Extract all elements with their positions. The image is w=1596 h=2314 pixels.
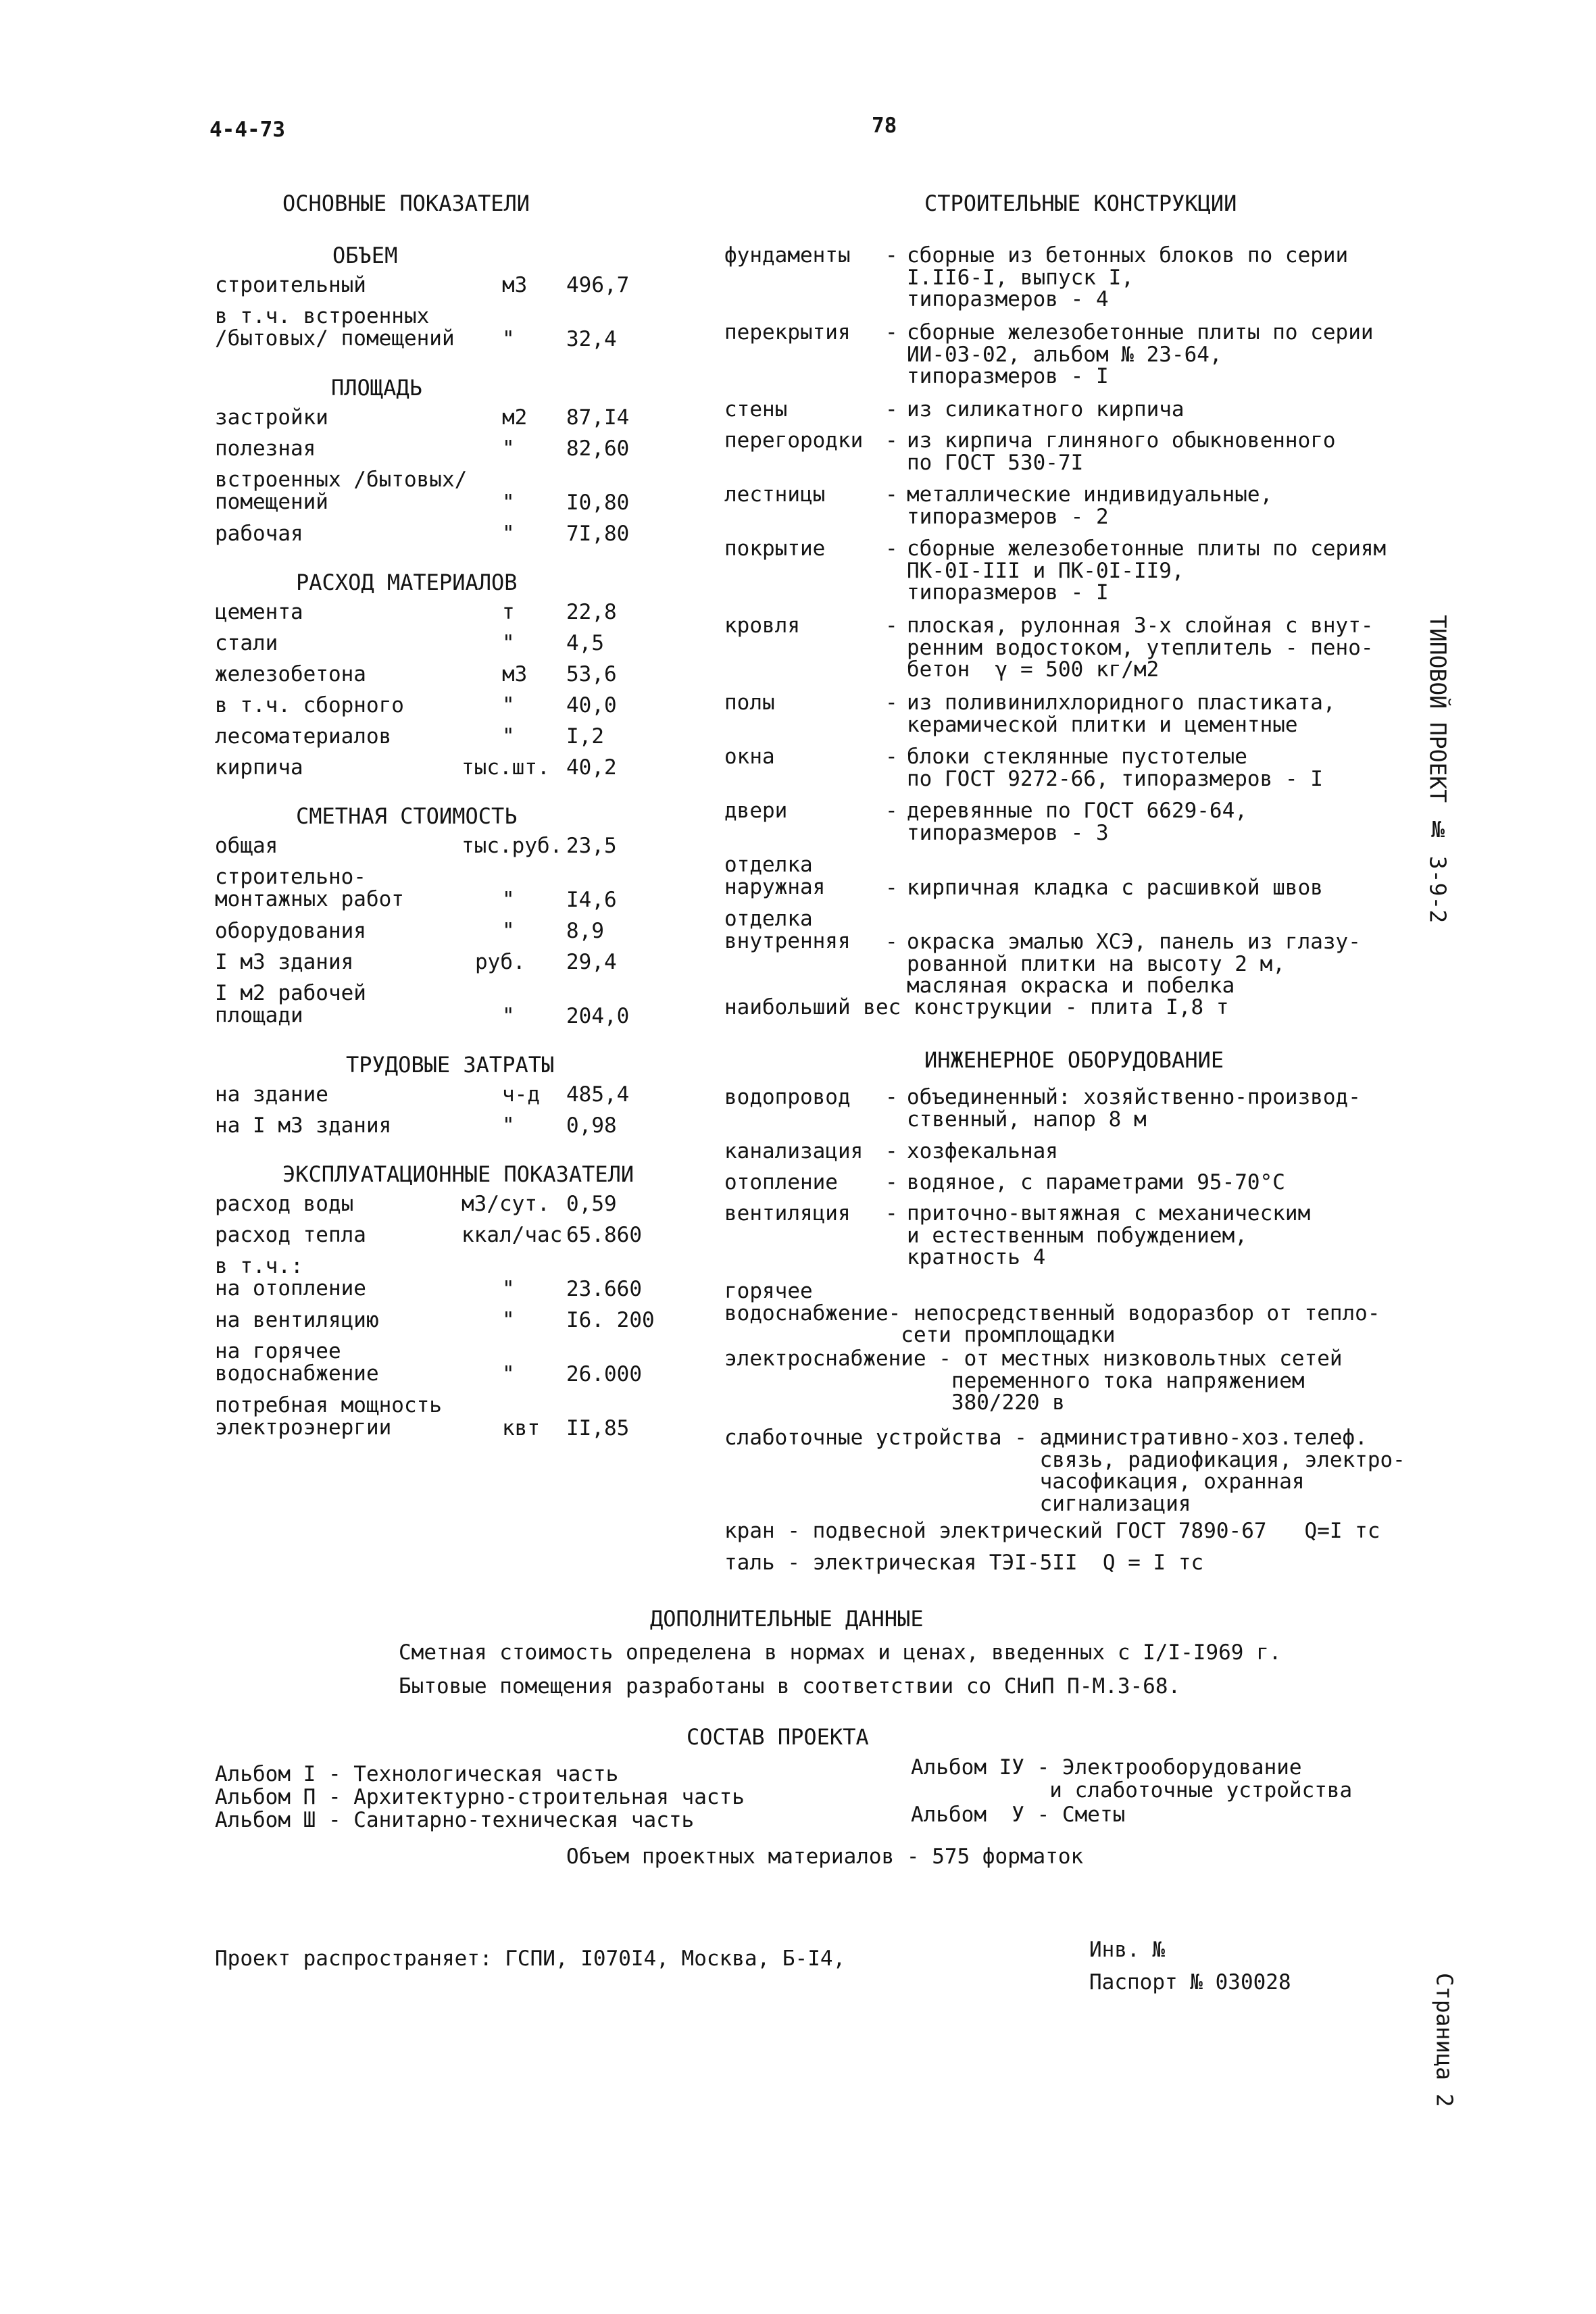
structure-dash: - xyxy=(885,745,898,769)
indicator-label: застройки xyxy=(215,405,328,430)
indicator-unit: " xyxy=(502,1362,515,1386)
power-supply: электроснабжение - от местных низковольтных сетей переменного тока напряжением 380/220 в xyxy=(724,1347,1343,1415)
indicator-value: 0,98 xyxy=(566,1113,617,1138)
indicator-row xyxy=(215,1084,661,1111)
indicator-unit: " xyxy=(502,1004,515,1028)
indicator-label: I м3 здания xyxy=(215,950,354,974)
indicator-unit: ч-д xyxy=(502,1082,540,1107)
equipment-text: приточно-вытяжная с механическим и естественным побуждением, кратность 4 xyxy=(907,1201,1311,1270)
indicator-label: потребная мощность электроэнергии xyxy=(215,1393,442,1440)
structure-text: блоки стеклянные пустотелые по ГОСТ 9272-66, типоразмеров - I xyxy=(907,745,1323,791)
structure-text: из силикатного кирпича xyxy=(907,397,1184,422)
indicator-label: на горячее водоснабжение xyxy=(215,1339,379,1386)
indicator-unit: " xyxy=(502,327,515,351)
indicator-label: на вентиляцию xyxy=(215,1308,379,1332)
equipment-label: водопровод xyxy=(724,1085,851,1109)
indicator-label: в т.ч.: на отопление xyxy=(215,1254,366,1301)
hoist-line: таль - электрическая ТЭI-5II Q = I тс xyxy=(724,1551,1204,1575)
indicator-label: железобетона xyxy=(215,662,366,686)
structure-dash: - xyxy=(885,428,898,453)
album-5: Альбом У - Сметы xyxy=(911,1803,1126,1827)
structure-dash: - xyxy=(885,397,898,422)
structure-text: плоская, рулонная 3-х слойная с внут- ренним водостоком, утеплитель - пено- бетон γ = 500 кг/м2 xyxy=(907,613,1374,682)
indicator-value: 29,4 xyxy=(566,950,617,974)
indicator-row xyxy=(215,981,661,1028)
indicator-label: встроенных /бытовых/ помещений xyxy=(215,468,468,514)
indicator-row xyxy=(215,865,661,912)
indicator-row xyxy=(215,1224,661,1251)
passport-number: Паспорт № 030028 xyxy=(1089,1970,1291,1994)
structure-label: перегородки xyxy=(724,428,864,453)
indicator-value: I4,6 xyxy=(566,888,617,912)
indicator-unit: м2 xyxy=(502,405,528,430)
structure-dash: - xyxy=(885,320,898,345)
indicator-unit: " xyxy=(502,693,515,718)
main-indicators-title: ОСНОВНЫЕ ПОКАЗАТЕЛИ xyxy=(282,191,530,216)
indicator-row xyxy=(215,663,661,690)
structure-label: кровля xyxy=(724,613,800,638)
indicator-value: 40,2 xyxy=(566,755,617,780)
indicator-unit: " xyxy=(502,724,515,749)
crane-line: кран - подвесной электрический ГОСТ 7890-67 Q=I тс xyxy=(724,1519,1380,1543)
indicator-value: 496,7 xyxy=(566,273,630,297)
indicator-unit: т xyxy=(502,600,515,624)
page-number: 78 xyxy=(872,114,897,138)
standard-project-side-label: ТИПОВОЙ ПРОЕКТ № 3-9-2 xyxy=(1424,615,1451,924)
album-1: Альбом I - Технологическая часть xyxy=(215,1762,619,1786)
indicator-value: 23.660 xyxy=(566,1277,642,1301)
section-heading: СМЕТНАЯ СТОИМОСТЬ xyxy=(296,803,518,829)
indicator-row xyxy=(215,632,661,659)
equipment-label: вентиляция xyxy=(724,1201,851,1226)
indicator-row xyxy=(215,726,661,753)
indicator-label: строительно- монтажных работ xyxy=(215,865,404,911)
section-heading: ОБЪЕМ xyxy=(332,243,398,268)
inventory-number: Инв. № xyxy=(1089,1938,1165,1962)
indicator-label: общая xyxy=(215,834,278,858)
indicator-unit: " xyxy=(502,1308,515,1332)
indicator-row xyxy=(215,1254,661,1301)
indicator-unit: " xyxy=(502,436,515,461)
materials-volume: Объем проектных материалов - 575 форматок xyxy=(566,1844,1084,1869)
section-heading: ПЛОЩАДЬ xyxy=(331,375,422,401)
indicator-value: 26.000 xyxy=(566,1362,642,1386)
indicator-row xyxy=(215,835,661,862)
indicator-label: на I м3 здания xyxy=(215,1113,392,1138)
structure-dash: - xyxy=(885,536,898,561)
indicator-row xyxy=(215,523,661,550)
indicator-label: строительный xyxy=(215,273,366,297)
indicator-label: в т.ч. сборного xyxy=(215,693,404,718)
indicator-row xyxy=(215,1339,661,1386)
indicator-unit: м3/сут. xyxy=(462,1192,550,1216)
structure-label: отделка наружная xyxy=(724,853,826,899)
indicator-value: I6. 200 xyxy=(566,1308,655,1332)
indicator-value: 87,I4 xyxy=(566,405,630,430)
structure-label: двери xyxy=(724,799,788,823)
indicator-row xyxy=(215,274,661,301)
section-heading: РАСХОД МАТЕРИАЛОВ xyxy=(296,570,518,595)
structure-text: окраска эмалью ХСЭ, панель из глазу- рованной плитки на высоту 2 м, масляная окраска и побелка xyxy=(907,930,1361,999)
album-3: Альбом Ш - Санитарно-техническая часть xyxy=(215,1808,695,1832)
indicator-value: 65.860 xyxy=(566,1223,642,1247)
structure-text: из поливинилхлоридного пластиката, керамической плитки и цементные xyxy=(907,690,1336,737)
building-structures-title: СТРОИТЕЛЬНЫЕ КОНСТРУКЦИИ xyxy=(924,191,1237,216)
structure-text: металлические индивидуальные, типоразмеров - 2 xyxy=(907,482,1273,529)
indicator-row xyxy=(215,407,661,434)
indicator-unit: тыс.руб. xyxy=(462,834,563,858)
indicator-row xyxy=(215,951,661,978)
structure-text: из кирпича глиняного обыкновенного по ГОСТ 530-7I xyxy=(907,428,1336,475)
indicator-unit: ккал/час xyxy=(462,1223,563,1247)
structure-label: полы xyxy=(724,690,775,715)
indicator-label: рабочая xyxy=(215,522,303,546)
distributor-line: Проект распространяет: ГСПИ, I070I4, Москва, Б-I4, xyxy=(215,1946,846,1971)
project-composition-title: СОСТАВ ПРОЕКТА xyxy=(687,1724,869,1750)
indicator-value: 82,60 xyxy=(566,436,630,461)
indicator-unit: м3 xyxy=(502,273,528,297)
additional-line-2: Бытовые помещения разработаны в соответствии со СНиП П-М.3-68. xyxy=(399,1674,1181,1699)
structure-dash: - xyxy=(885,690,898,715)
structure-text: сборные железобетонные плиты по серии ИИ-03-02, альбом № 23-64, типоразмеров - I xyxy=(907,320,1374,389)
indicator-value: 53,6 xyxy=(566,662,617,686)
equipment-dash: - xyxy=(885,1139,898,1163)
structure-label: покрытие xyxy=(724,536,826,561)
indicator-value: 40,0 xyxy=(566,693,617,718)
indicator-value: 204,0 xyxy=(566,1004,630,1028)
indicator-row xyxy=(215,1193,661,1220)
indicator-value: 22,8 xyxy=(566,600,617,624)
indicator-label: стали xyxy=(215,631,278,655)
indicator-value: 0,59 xyxy=(566,1192,617,1216)
indicator-row xyxy=(215,1309,661,1336)
structure-text: кирпичная кладка с расшивкой швов xyxy=(907,876,1323,900)
indicator-unit: " xyxy=(502,888,515,912)
structure-text: деревянные по ГОСТ 6629-64, типоразмеров - 3 xyxy=(907,799,1247,845)
indicator-value: 485,4 xyxy=(566,1082,630,1107)
structure-label: окна xyxy=(724,745,775,769)
indicator-label: полезная xyxy=(215,436,316,461)
structure-label: перекрытия xyxy=(724,320,851,345)
indicator-label: на здание xyxy=(215,1082,328,1107)
indicator-label: лесоматериалов xyxy=(215,724,392,749)
engineering-equipment-title: ИНЖЕНЕРНОЕ ОБОРУДОВАНИЕ xyxy=(924,1047,1224,1073)
low-current-devices: слаботочные устройства - административно-хоз.телеф. связь, радиофикация, электро- часофикация, охранная сигнализация xyxy=(724,1426,1405,1516)
indicator-value: 7I,80 xyxy=(566,522,630,546)
indicator-unit: " xyxy=(502,491,515,515)
album-2: Альбом П - Архитектурно-строительная часть xyxy=(215,1785,745,1809)
structure-label: лестницы xyxy=(724,482,826,507)
indicator-value: 23,5 xyxy=(566,834,617,858)
indicator-row xyxy=(215,695,661,722)
structure-text: сборные железобетонные плиты по сериям ПК-0I-III и ПК-0I-II9, типоразмеров - I xyxy=(907,536,1387,605)
structure-dash: - xyxy=(885,930,898,954)
structure-label: отделка внутренняя xyxy=(724,907,851,953)
page-label: Страница 2 xyxy=(1431,1973,1458,2107)
structure-dash: - xyxy=(885,482,898,507)
album-4-cont: и слаботочные устройства xyxy=(911,1778,1353,1803)
indicator-label: в т.ч. встроенных /бытовых/ помещений xyxy=(215,304,455,351)
structure-dash: - xyxy=(885,613,898,638)
indicator-unit: квт xyxy=(502,1416,540,1440)
indicator-row xyxy=(215,468,661,515)
indicator-row xyxy=(215,438,661,465)
indicator-row xyxy=(215,1393,661,1440)
album-4: Альбом IУ - Электрооборудование xyxy=(911,1755,1302,1780)
indicator-unit: " xyxy=(502,1277,515,1301)
structure-dash: - xyxy=(885,243,898,268)
indicator-value: I,2 xyxy=(566,724,604,749)
indicator-label: расход тепла xyxy=(215,1223,366,1247)
equipment-dash: - xyxy=(885,1170,898,1194)
structure-label: стены xyxy=(724,397,788,422)
indicator-label: расход воды xyxy=(215,1192,354,1216)
indicator-unit: м3 xyxy=(502,662,528,686)
equipment-text: хозфекальная xyxy=(907,1139,1058,1163)
indicator-unit: " xyxy=(502,522,515,546)
indicator-unit: тыс.шт. xyxy=(462,755,550,780)
equipment-label: канализация xyxy=(724,1139,864,1163)
heaviest-structure: наибольший вес конструкции - плита I,8 т xyxy=(724,995,1229,1020)
indicator-label: оборудования xyxy=(215,919,366,943)
indicator-unit: " xyxy=(502,919,515,943)
additional-line-1: Сметная стоимость определена в нормах и ценах, введенных с I/I-I969 г. xyxy=(399,1640,1282,1665)
section-heading: ТРУДОВЫЕ ЗАТРАТЫ xyxy=(346,1052,555,1078)
indicator-row xyxy=(215,920,661,947)
equipment-dash: - xyxy=(885,1085,898,1109)
structure-text: сборные из бетонных блоков по серии I.II6-I, выпуск I, типоразмеров - 4 xyxy=(907,243,1349,312)
indicator-value: 32,4 xyxy=(566,327,617,351)
equipment-text: объединенный: хозяйственно-производ- ственный, напор 8 м xyxy=(907,1085,1361,1132)
indicator-row xyxy=(215,601,661,628)
equipment-label: отопление xyxy=(724,1170,838,1194)
hot-water-supply: горячее водоснабжение- непосредственный водоразбор от тепло- сети промплощадки xyxy=(724,1279,1380,1348)
equipment-dash: - xyxy=(885,1201,898,1226)
section-heading: ЭКСПЛУАТАЦИОННЫЕ ПОКАЗАТЕЛИ xyxy=(282,1161,634,1187)
indicator-row xyxy=(215,304,661,351)
indicator-unit: " xyxy=(502,1113,515,1138)
indicator-value: II,85 xyxy=(566,1416,630,1440)
indicator-value: I0,80 xyxy=(566,491,630,515)
indicator-unit: " xyxy=(502,631,515,655)
indicator-value: 4,5 xyxy=(566,631,604,655)
indicator-label: цемента xyxy=(215,600,303,624)
structure-dash: - xyxy=(885,799,898,823)
structure-dash: - xyxy=(885,876,898,900)
additional-data-title: ДОПОЛНИТЕЛЬНЫЕ ДАННЫЕ xyxy=(650,1606,924,1632)
document-code: 4-4-73 xyxy=(209,118,285,142)
indicator-label: I м2 рабочей площади xyxy=(215,981,366,1028)
indicator-value: 8,9 xyxy=(566,919,604,943)
equipment-text: водяное, с параметрами 95-70°С xyxy=(907,1170,1285,1194)
indicator-row xyxy=(215,1115,661,1142)
structure-label: фундаменты xyxy=(724,243,851,268)
indicator-label: кирпича xyxy=(215,755,303,780)
indicator-unit: руб. xyxy=(475,950,526,974)
indicator-row xyxy=(215,757,661,784)
